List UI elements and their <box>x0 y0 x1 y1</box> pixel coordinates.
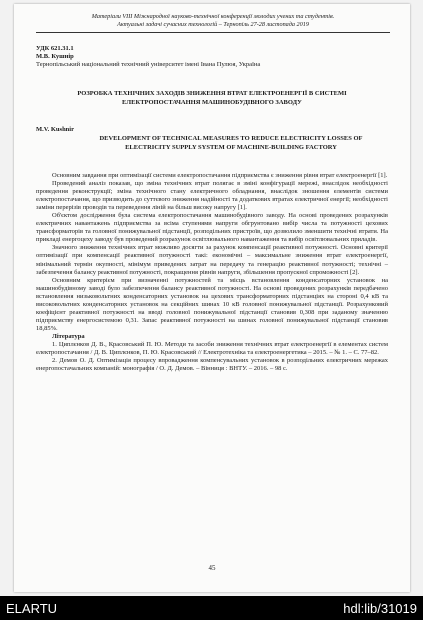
reference-item: 1. Циплєнков Д. В., Красовський П. Ю. Методи та засоби зниження технічних втрат електроенергії в елементах систем електропостачання / Д. В. Циплєнков, П. Ю. Красовський // Електротехніка та електроенергетика – 2015. – № 1. – С. 77–82. <box>36 340 388 357</box>
reference-item: 2. Демов О. Д. Оптимізація процесу впровадження компенсувальних установок в розподільних електричних мережах енергопостачальних компаній: монографія / О. Д. Демов. – Вінниця : ВНТУ. – 2016. – 98 с. <box>36 357 388 373</box>
literature-heading: Література <box>52 332 85 340</box>
affiliation: Тернопільський національний технічний університет імені Івана Пулюя, Україна <box>36 61 261 69</box>
author-en: M.V. Kushnir <box>36 126 74 133</box>
body-paragraph: Основним завдання при оптимізації системи електропостачання підприємства є зниження рівня втрат електроенергії [1]. <box>52 172 388 179</box>
body-paragraph: Проведений аналіз показав, що зміна технічних втрат полягає в зміні конфігурації мережі, внаслідок необхідності проведення реконструкції; зміна технічного стану електричного обладнання, внаслідок зношення елементів системи електропостачання, що призводить до суттєвого зниження надійності та додаткових втратах електричної енергії; необхідності заміни перерізів проводів та переведення ліній на більш високу напругу [1]. <box>36 180 388 212</box>
body-paragraph: Значного зниження технічних втрат можливо досягти за рахунок компенсації реактивної потужності. Основні критерії оптимізації при компенсації реактивної потужності такі: економічні – максимальне зниження втрат електроенергії, мінімальний термін окупності, мінімум приведених затрат на передачу та генерацію реактивної потужності; технічні – забезпечення балансу реактивної потужності, покращення рівнів напруги, збільшення пропускної спроможності [2]. <box>36 244 388 276</box>
page-number: 45 <box>208 564 216 572</box>
header-line-2: Актуальні задачі сучасних технологій – Тернопіль 27-28 листопада 2019 <box>117 21 309 28</box>
article-body <box>36 172 388 373</box>
body-paragraph: Об'єктом дослідження була система електропостачання машинобудівного заводу. На основі проведених розрахунків електричних навантажень підприємства за всіма ступенями напруги обгрунтовано вибір числа та потужності цехових трансформаторів та головної понижувальної підстанції, розподільних пристроїв, що дозволило зменшити технічні втрати. На прикладі енергоцеху заводу був проведений розрахунок освітлювального навантаження та вибір освітлювальних приладів. <box>36 212 388 244</box>
body-paragraph: Основним критерієм при визначенні потужностей та місць встановлення конденсаторних установок на машинобудівному заводі було забезпечення балансу реактивної потужності. На основі проведених розрахунків передбачено встановлення низьковольтних конденсаторних установок на цехових трансформаторних підстанціях на стороні 0,4 кВ та високовольтних конденсаторних установок на секційних шинах 10 кВ головної понижувальної підстанції. Розрахунковий коефіцієнт реактивної потужності на вводі головної понижувальної підстанції становив 0,308 при заданому значенню підприємству енергосистемою 0,31. Запас реактивної потужності на шинах головної понижувальної підстанції становив 18,85%. <box>36 276 388 332</box>
author-ua: М.В. Кушнір <box>36 53 74 61</box>
document-page <box>14 4 410 592</box>
title-en: DEVELOPMENT OF TECHNICAL MEASURES TO REDUCE ELECTRICITY LOSSES OF ELECTRICITY SUPPLY SYSTEM OF MACHINE-BUILDING FACTORY <box>99 135 363 151</box>
conference-header <box>36 13 390 29</box>
udk-code: УДК 621.31.1 <box>36 45 74 52</box>
header-line-1: Матеріали VIII Міжнародної науково-технічної конференції молодих учених та студентів. <box>91 13 335 20</box>
handle-link[interactable]: hdl:lib/31019 <box>343 601 417 616</box>
title-ua: РОЗРОБКА ТЕХНІЧНИХ ЗАХОДІВ ЗНИЖЕННЯ ВТРАТ ЕЛЕКТРОЕНЕРГІЇ В СИСТЕМІ ЕЛЕКТРОПОСТАЧАННЯ МАШИНОБУДІВНОГО ЗАВОДУ <box>77 90 347 106</box>
footer-bar <box>0 596 423 620</box>
repository-name: ELARTU <box>6 601 58 616</box>
header-rule <box>36 32 390 33</box>
